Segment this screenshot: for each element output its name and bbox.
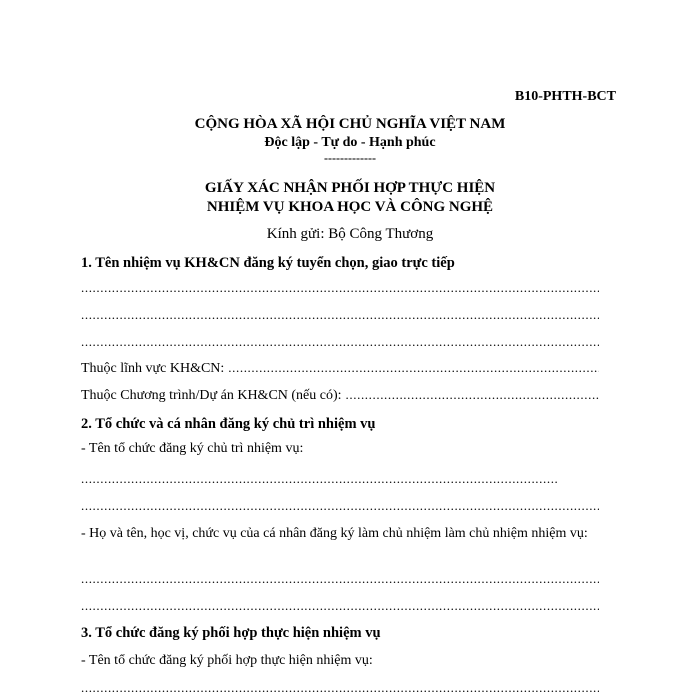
national-title: CỘNG HÒA XÃ HỘI CHỦ NGHĨA VIỆT NAM [194,116,506,132]
fill-line [81,681,599,695]
document-title-line-1: GIẤY XÁC NHẬN PHỐI HỢP THỰC HIỆN [204,180,496,196]
header-rule: ------------- [324,151,376,165]
fill-line [81,572,599,586]
national-motto: Độc lập - Tự do - Hạnh phúc [264,135,436,150]
program-row [81,387,599,404]
field-of-science-label: Thuộc lĩnh vực KH&CN: [81,361,225,376]
partner-org-label: - Tên tổ chức đăng ký phối hợp thực hiện nhiệm vụ: [81,653,373,668]
document-title-line-2: NHIỆM VỤ KHOA HỌC VÀ CÔNG NGHỆ [206,199,494,215]
section-1-heading: 1. Tên nhiệm vụ KH&CN đăng ký tuyển chọn, giao trực tiếp [81,255,455,271]
program-label: Thuộc Chương trình/Dự án KH&CN (nếu có): [81,388,342,403]
fill-line [81,499,599,513]
form-code: B10-PHTH-BCT [514,89,616,104]
lead-org-label: - Tên tổ chức đăng ký chủ trì nhiệm vụ: [81,441,304,456]
fill-line [346,387,599,403]
section-3-heading: 3. Tổ chức đăng ký phối hợp thực hiện nhiệm vụ [81,625,381,641]
field-of-science-row [81,360,599,377]
project-leader-label: - Họ và tên, học vị, chức vụ của cá nhân đăng ký làm chủ nhiệm làm chủ nhiệm nhiệm vụ: [81,526,588,541]
fill-line [81,335,599,349]
fill-line [81,599,599,613]
fill-line [81,308,599,322]
fill-line [81,472,559,486]
fill-line [81,281,599,295]
fill-line [228,360,599,376]
section-2-heading: 2. Tổ chức và cá nhân đăng ký chủ trì nhiệm vụ [81,416,376,432]
recipient-line: Kính gửi: Bộ Công Thương [266,226,434,242]
